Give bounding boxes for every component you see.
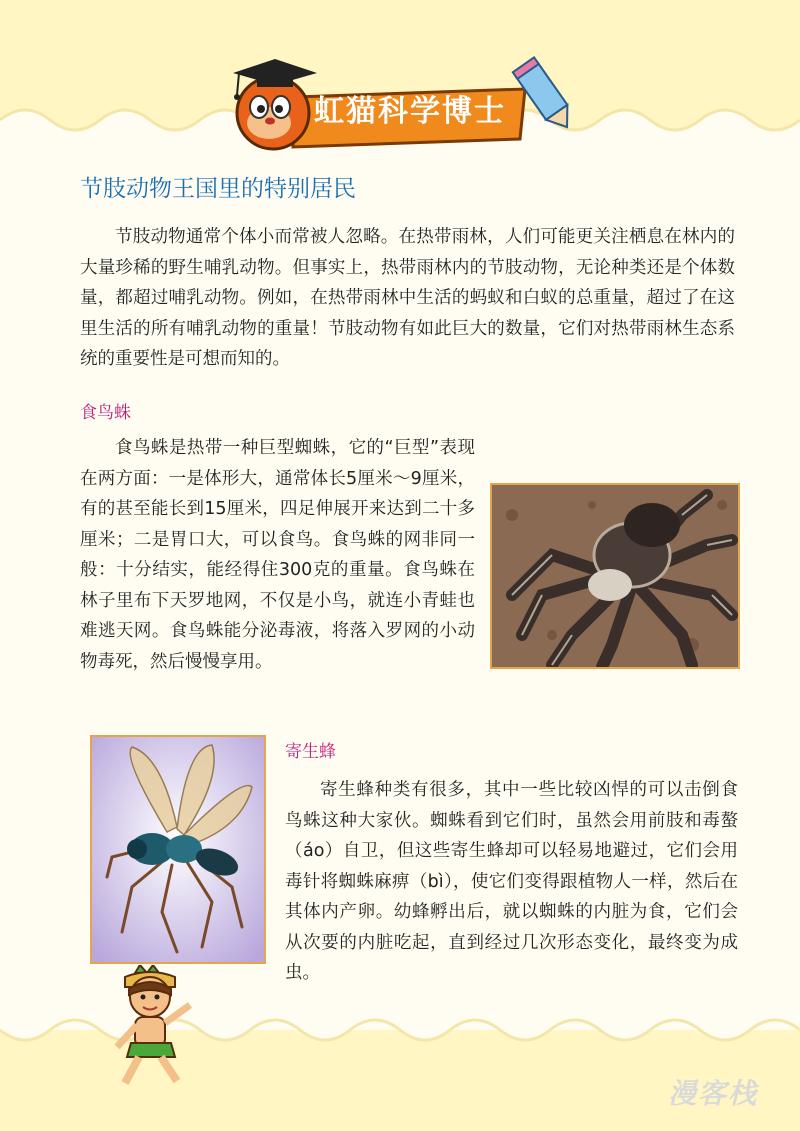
tarantula-photo: [490, 483, 740, 669]
page-title: 节肢动物王国里的特别居民: [80, 176, 356, 202]
cartoon-kid-illustration: [95, 965, 205, 1090]
subheading-parasitic-wasp: 寄生蜂: [285, 742, 336, 762]
subheading-bird-eating-spider: 食鸟蛛: [80, 403, 131, 423]
logo-text: 虹猫科学博士: [314, 94, 506, 129]
bird-eating-spider-paragraph: 食鸟蛛是热带一种巨型蜘蛛，它的“巨型”表现在两方面：一是体形大，通常体长5厘米～9厘米，有的甚至能长到15厘米，四足伸展开来达到二十多厘米；二是胃口大，可以食鸟。食鸟蛛的网非同一般：十分结实，能经得住300克的重量。食鸟蛛在林子里布下天罗地网，不仅是小鸟，就连小青蛙也难逃天网。食鸟蛛能分泌毒液，将落入罗网的小动物毒死，然后慢慢享用。: [80, 438, 475, 672]
intro-paragraph: 节肢动物通常个体小而常被人忽略。在热带雨林，人们可能更关注栖息在林内的大量珍稀的野生哺乳动物。但事实上，热带雨林内的节肢动物，无论种类还是个体数量，都超过哺乳动物。例如，在热带雨林中生活的蚂蚁和白蚁的总重量，超过了在这里生活的所有哺乳动物的重量！节肢动物有如此巨大的数量，它们对热带雨林生态系统的重要性是可想而知的。: [80, 227, 735, 369]
parasitic-wasp-photo: [90, 735, 266, 964]
watermark-text: 漫客栈: [668, 1077, 759, 1110]
parasitic-wasp-paragraph: 寄生蜂种类有很多，其中一些比较凶悍的可以击倒食鸟蛛这种大家伙。蜘蛛看到它们时，虽然会用前肢和毒螯（áo）自卫，但这些寄生蜂却可以轻易地避过，它们会用毒针将蜘蛛麻痹（bì），使它们变得跟植物人一样，然后在其体内产卵。幼蜂孵出后，就以蜘蛛的内脏为食，它们会从次要的内脏吃起，直到经过几次形态变化，最终变为成虫。: [285, 780, 738, 983]
